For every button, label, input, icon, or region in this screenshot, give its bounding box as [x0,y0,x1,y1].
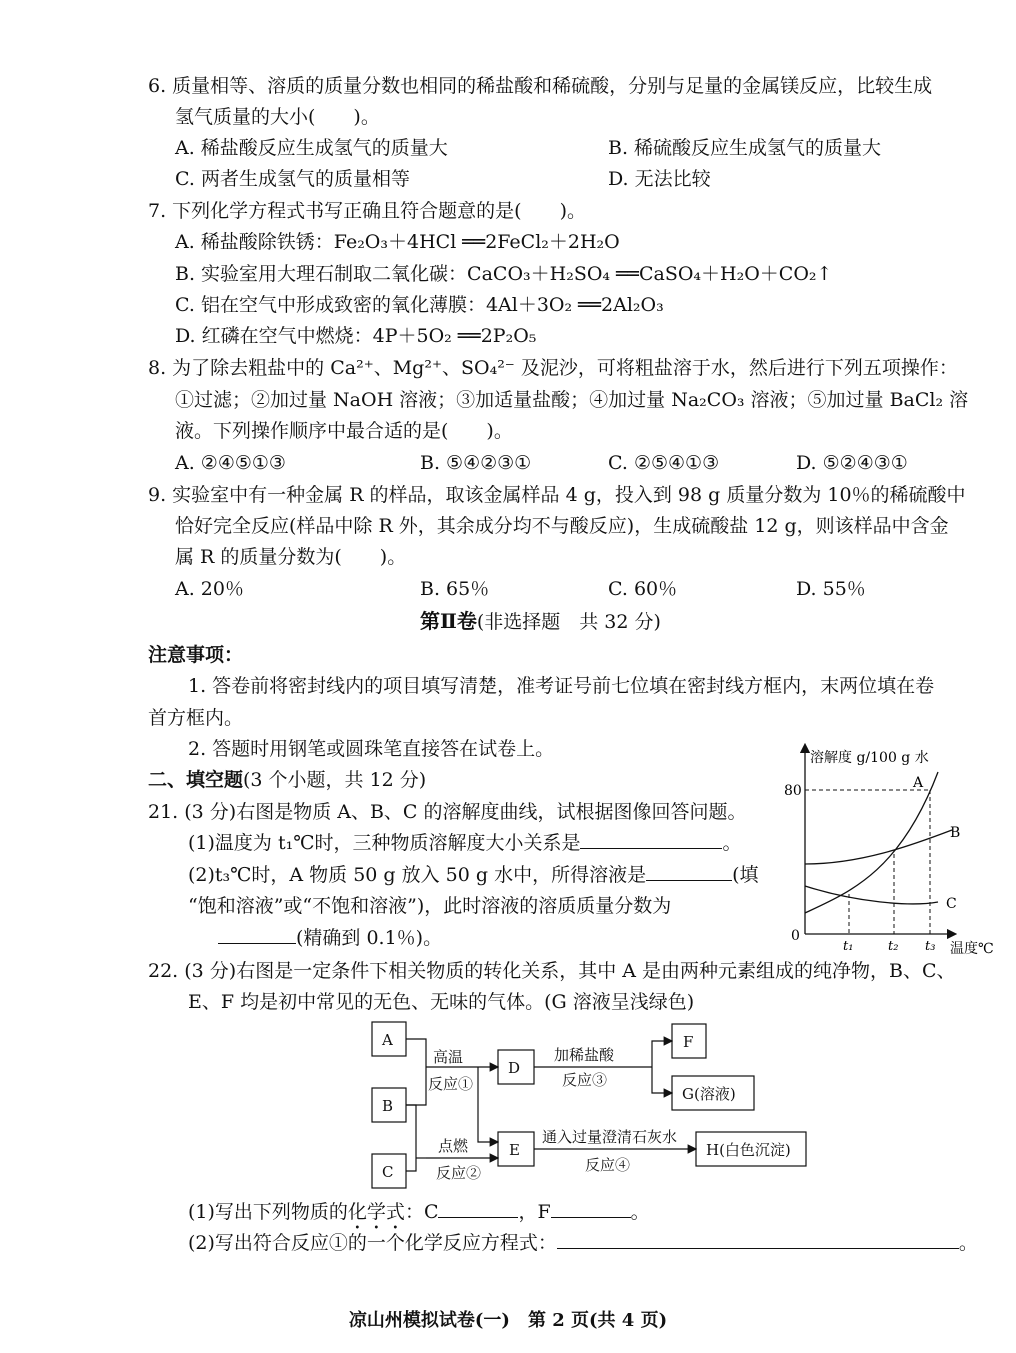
flow-reaction2-label: 反应② [436,1164,482,1182]
q8-line1: 8. 为了除去粗盐中的 Ca²⁺、Mg²⁺、SO₄²⁻ 及泥沙，可将粗盐溶于水，然后进行下列五项操作： [148,357,958,379]
flow-reaction2-condition: 点燃 [438,1137,469,1155]
section2-title-rest: (非选择题 共 32 分) [476,611,661,633]
q22-line1: 22. (3 分)右图是一定条件下相关物质的转化关系，其中 A 是由两种元素组成的纯净物，B、C、 [148,960,956,982]
q8-option-d: D. ⑤②④③① [796,452,908,474]
flow-label-g: G(溶液) [682,1085,736,1103]
q22-part1-c: ：C [404,1201,439,1223]
q6-option-a: A. 稀盐酸反应生成氢气的质量大 [175,137,448,159]
q22-part1-emphasis: 化学式 [347,1201,405,1223]
q21-part1-text: (1)温度为 t₁℃时，三种物质溶解度大小关系是 [188,832,581,854]
flow-label-f: F [683,1033,694,1051]
q8-line3: 液。下列操作顺序中最合适的是( )。 [175,420,513,442]
q6-line1: 6. 质量相等、溶质的质量分数也相同的稀盐酸和稀硫酸，分别与足量的金属镁反应，比较生成 [148,75,933,97]
q22-line2: E、F 均是初中常见的无色、无味的气体。(G 溶液呈浅绿色) [188,991,695,1013]
graph-y-label: 溶解度 g/100 g 水 [810,750,929,766]
q22-part1-text: (1)写出下列物质的 [188,1201,348,1223]
q6-option-b: B. 稀硫酸反应生成氢气的质量大 [608,137,882,159]
flow-label-e: E [509,1141,520,1159]
q9-line1: 9. 实验室中有一种金属 R 的样品，取该金属样品 4 g，投入到 98 g 质量分数为 10％的稀硫酸中 [148,484,966,506]
q22-part2 [188,1230,978,1256]
q8-option-b: B. ⑤④②③① [420,452,532,474]
q21-part1 [188,830,741,856]
q21-stem: 21. (3 分)右图是物质 A、B、C 的溶解度曲线，试根据图像回答问题。 [148,801,747,823]
graph-curve-c [805,886,938,904]
graph-x-label: 温度℃ [950,941,994,957]
flow-reaction3-condition: 加稀盐酸 [554,1046,615,1064]
q22-answer-blank-c[interactable] [438,1199,518,1218]
q21-part2-text: (2)t₃℃时，A 物质 50 g 放入 50 g 水中，所得溶液是 [188,864,647,886]
q22-answer-blank-equation[interactable] [557,1230,959,1249]
q22-part1-end: 。 [630,1201,650,1223]
notes-title: 注意事项： [148,644,244,666]
transformation-diagram [360,1018,820,1194]
graph-t3: t₃ [925,939,936,954]
graph-label-a: A [913,775,924,791]
page-footer: 凉山州模拟试卷(一) 第 2 页(共 4 页) [348,1310,668,1331]
q22-part1-f: ，F [518,1201,551,1223]
q22-part2-end: 。 [958,1232,978,1254]
notes-item1-line1: 1. 答卷前将密封线内的项目填写清楚，准考证号前七位填在密封线方框内，末两位填在卷 [188,675,935,697]
flow-reaction4-condition: 通入过量澄清石灰水 [542,1128,678,1146]
q7-option-b: B. 实验室用大理石制取二氧化碳：CaCO₃＋H₂SO₄ ══CaSO₄＋H₂O＋CO₂↑ [175,263,833,285]
part2-title-rest: (3 个小题，共 12 分) [243,769,427,791]
flow-reaction4-label: 反应④ [585,1156,631,1174]
q22-answer-blank-f[interactable] [551,1199,631,1218]
q21-part2-line2: “饱和溶液”或“不饱和溶液”)，此时溶液的溶质质量分数为 [188,895,672,917]
q21-answer-blank-2[interactable] [646,862,732,881]
q21-answer-blank-3[interactable] [218,925,296,944]
q21-part2-precision: (精确到 0.1％)。 [296,927,443,949]
part2-title [148,767,426,793]
q8-line2: ①过滤；②加过量 NaOH 溶液；③加适量盐酸；④加过量 Na₂CO₃ 溶液；⑤加过量 BaCl₂ 溶 [175,389,969,411]
notes-item2: 2. 答题时用钢笔或圆珠笔直接答在试卷上。 [188,738,555,760]
section2-title [420,608,661,635]
q9-option-a: A. 20％ [175,578,244,600]
graph-label-b: B [950,825,961,841]
q6-option-d: D. 无法比较 [608,168,711,190]
q8-option-a: A. ②④⑤①③ [175,452,286,474]
flow-label-b: B [382,1097,394,1115]
graph-t2: t₂ [888,939,899,954]
q21-part2-line3 [218,925,442,951]
flow-label-c: C [382,1163,394,1181]
q21-part2-hint: (填 [732,864,759,886]
graph-origin: 0 [791,928,800,944]
flow-reaction3-label: 反应③ [562,1071,608,1089]
section2-title-bold: 第Ⅱ卷 [420,609,477,633]
flow-reaction1-label: 反应① [428,1075,474,1093]
q22-part1 [188,1199,650,1234]
graph-label-c: C [946,896,957,912]
q9-option-c: C. 60％ [608,578,678,600]
graph-y-80: 80 [784,783,802,799]
q6-line2: 氢气质量的大小( )。 [175,106,380,128]
notes-item1-line2: 首方框内。 [148,707,244,729]
q21-answer-blank-1[interactable] [580,830,722,849]
q7-stem: 7. 下列化学方程式书写正确且符合题意的是( )。 [148,200,586,222]
flow-label-a: A [382,1031,393,1049]
q21-part2 [188,862,759,888]
q8-option-c: C. ②⑤④①③ [608,452,720,474]
q7-option-a: A. 稀盐酸除铁锈：Fe₂O₃＋4HCl ══2FeCl₂＋2H₂O [175,231,620,253]
q9-line3: 属 R 的质量分数为( )。 [175,546,407,568]
part2-title-bold: 二、填空题 [148,769,244,791]
q9-option-d: D. 55％ [796,578,866,600]
q7-option-d: D. 红磷在空气中燃烧：4P＋5O₂ ══2P₂O₅ [175,325,537,347]
graph-t1: t₁ [843,939,854,954]
q6-option-c: C. 两者生成氢气的质量相等 [175,168,410,190]
q9-option-b: B. 65％ [420,578,490,600]
q7-option-c: C. 铝在空气中形成致密的氧化薄膜：4Al＋3O₂ ══2Al₂O₃ [175,294,664,316]
q22-part2-text: (2)写出符合反应①的一个化学反应方程式： [188,1232,557,1254]
q21-part1-end: 。 [722,832,742,854]
flow-reaction1-condition: 高温 [433,1048,464,1066]
flow-label-h: H(白色沉淀) [706,1141,791,1159]
solubility-graph [780,742,1005,960]
flow-label-d: D [508,1059,521,1077]
q9-line2: 恰好完全反应(样品中除 R 外，其余成分均不与酸反应)，生成硫酸盐 12 g，则该样品中含金 [175,515,949,537]
